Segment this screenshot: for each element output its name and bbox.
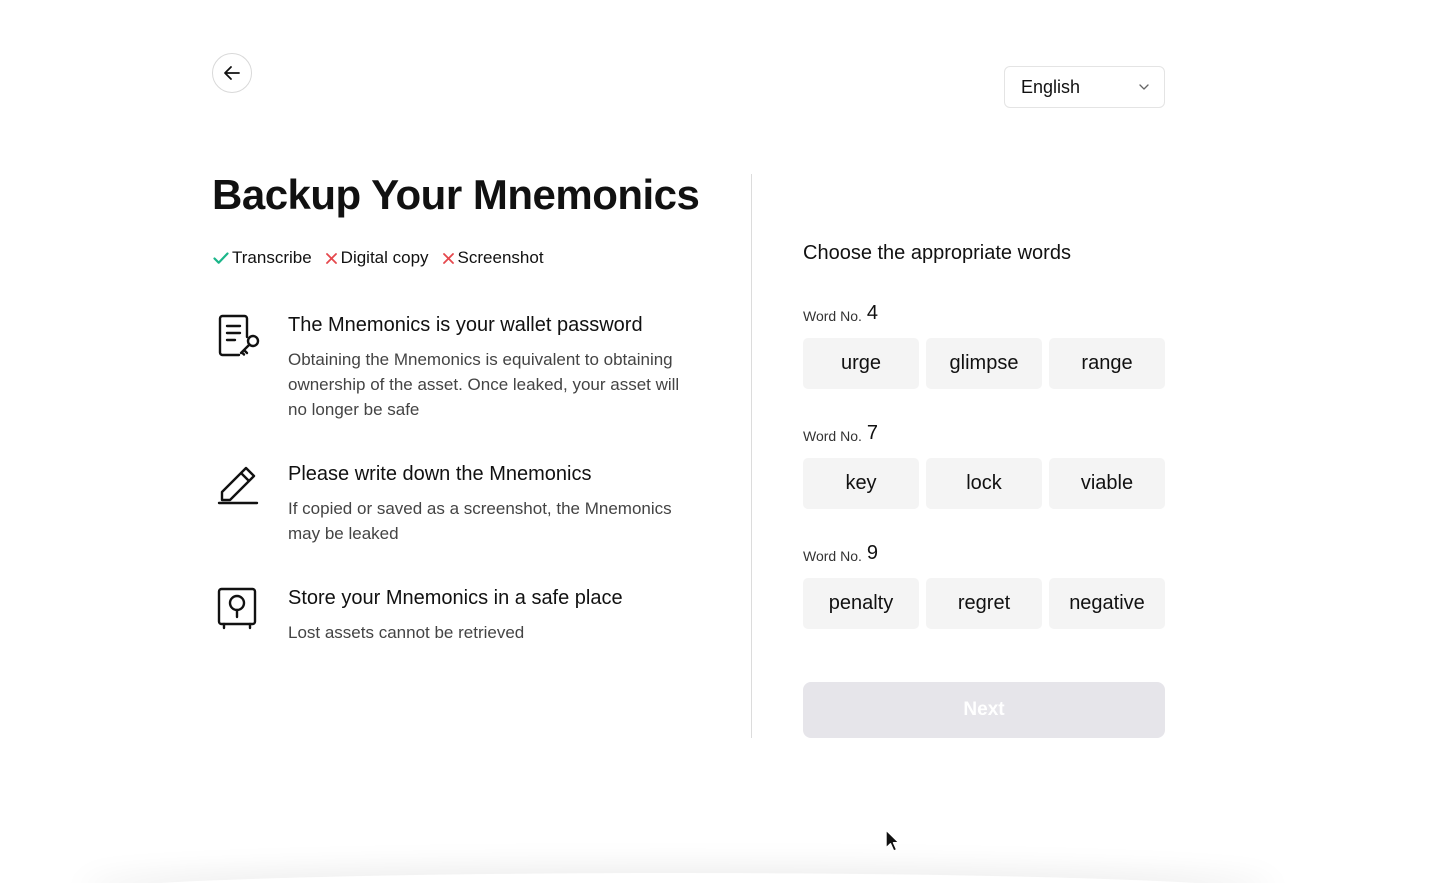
word-option-button[interactable]: viable xyxy=(1049,458,1165,509)
word-number: 9 xyxy=(866,542,878,564)
info-item-write-down xyxy=(212,462,692,546)
pencil-icon xyxy=(212,462,264,510)
choose-words-title: Choose the appropriate words xyxy=(803,242,1071,264)
safe-icon xyxy=(212,586,264,634)
word-number-label xyxy=(803,298,1165,324)
language-select[interactable] xyxy=(1004,66,1165,108)
word-options xyxy=(803,338,1165,389)
tag-label: Screenshot xyxy=(457,248,544,267)
back-button[interactable] xyxy=(212,53,252,93)
info-heading: Please write down the Mnemonics xyxy=(288,463,592,485)
tag-label: Transcribe xyxy=(232,248,312,267)
x-icon xyxy=(441,251,456,266)
check-icon xyxy=(212,249,230,267)
word-options xyxy=(803,458,1165,509)
word-prefix: Word No. xyxy=(803,308,862,324)
tag-screenshot xyxy=(441,248,544,268)
info-heading: The Mnemonics is your wallet password xyxy=(288,314,643,336)
document-key-icon xyxy=(212,313,264,361)
page-title: Backup Your Mnemonics xyxy=(212,171,700,218)
x-icon xyxy=(324,251,339,266)
word-number-label xyxy=(803,418,1165,444)
arrow-left-icon xyxy=(222,63,242,83)
word-option-button[interactable]: glimpse xyxy=(926,338,1042,389)
word-option-button[interactable]: key xyxy=(803,458,919,509)
info-heading: Store your Mnemonics in a safe place xyxy=(288,587,623,609)
info-description: If copied or saved as a screenshot, the Mnemonics may be leaked xyxy=(288,499,672,543)
word-number-label xyxy=(803,538,1165,564)
info-item-safe-place xyxy=(212,586,692,645)
word-group-9 xyxy=(803,538,1165,629)
word-option-button[interactable]: range xyxy=(1049,338,1165,389)
info-item-wallet-password xyxy=(212,313,692,422)
word-option-button[interactable]: lock xyxy=(926,458,1042,509)
info-description: Lost assets cannot be retrieved xyxy=(288,623,525,642)
word-number: 4 xyxy=(866,302,878,324)
column-divider xyxy=(751,174,752,738)
info-description: Obtaining the Mnemonics is equivalent to obtaining ownership of the asset. Once leaked, your asset will no longer be safe xyxy=(288,350,680,419)
word-option-button[interactable]: negative xyxy=(1049,578,1165,629)
chevron-down-icon xyxy=(1138,81,1150,93)
backup-method-tags xyxy=(212,248,556,268)
window-shadow xyxy=(80,873,1276,883)
word-prefix: Word No. xyxy=(803,548,862,564)
mouse-cursor-icon xyxy=(884,828,902,854)
word-option-button[interactable]: penalty xyxy=(803,578,919,629)
tag-digital-copy xyxy=(324,248,429,268)
word-group-4 xyxy=(803,298,1165,389)
language-value: English xyxy=(1021,76,1081,97)
word-option-button[interactable]: regret xyxy=(926,578,1042,629)
word-group-7 xyxy=(803,418,1165,509)
word-option-button[interactable]: urge xyxy=(803,338,919,389)
word-options xyxy=(803,578,1165,629)
next-button[interactable]: Next xyxy=(803,682,1165,738)
word-number: 7 xyxy=(866,422,878,444)
tag-label: Digital copy xyxy=(340,248,429,267)
tag-transcribe xyxy=(212,248,312,268)
word-prefix: Word No. xyxy=(803,428,862,444)
